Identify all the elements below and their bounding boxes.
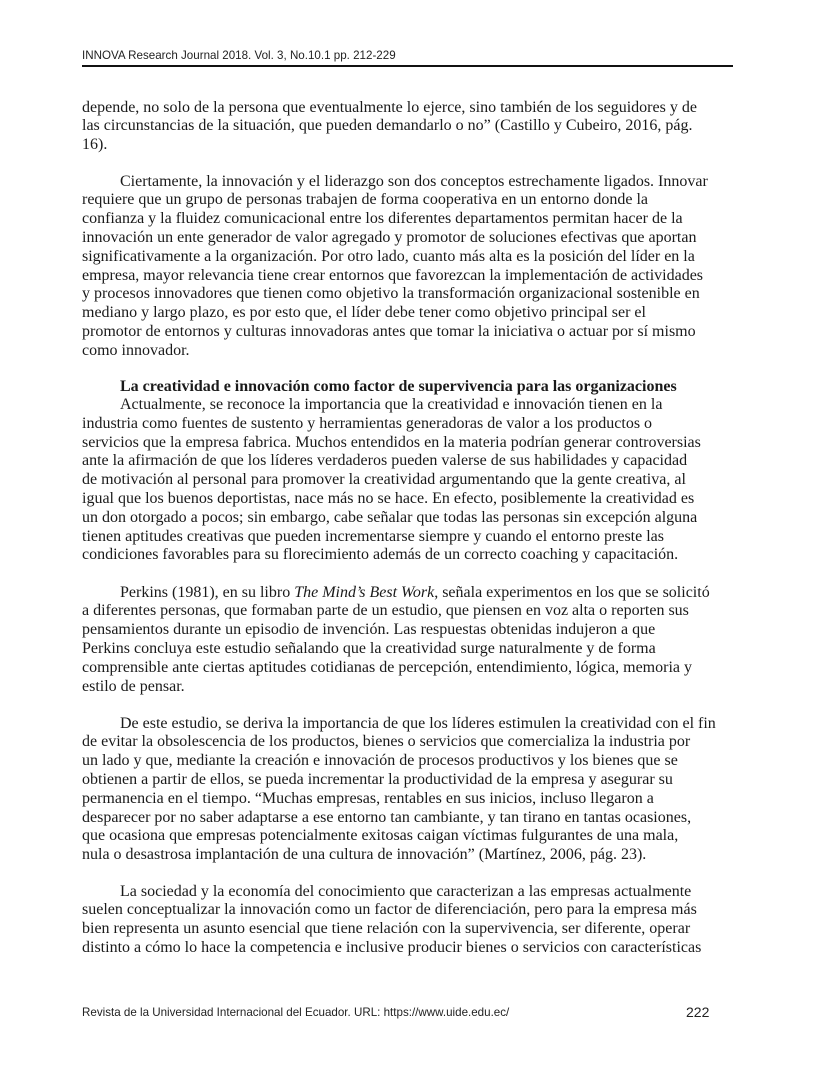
- text-line: depende, no solo de la persona que eventualmente lo ejerce, sino también de los seguidores y de: [82, 98, 697, 116]
- paragraph: [82, 173, 742, 361]
- section-heading: La creatividad e innovación como factor de supervivencia para las organizaciones: [120, 377, 677, 395]
- header-rule: [82, 65, 733, 67]
- text-line: ante la afirmación de que los líderes verdaderos pueden valerse de sus habilidades y capacidad: [82, 452, 688, 470]
- text-line: a diferentes personas, que formaban parte de un estudio, que piensen en voz alta o reporten sus: [82, 602, 689, 620]
- book-title: The Mind’s Best Work: [294, 583, 435, 601]
- text-segment: , señala experimentos en los que se solicitó: [434, 583, 710, 601]
- text-line: igual que los buenos deportistas, nace más no se hace. En efecto, posiblemente la creatividad es: [82, 489, 695, 507]
- paragraph: [82, 715, 742, 865]
- text-line: un lado y que, mediante la creación e innovación de procesos productivos y los bienes que se: [82, 752, 678, 770]
- text-line: requiere que un grupo de personas trabajen de forma cooperativa en un entorno donde la: [82, 191, 648, 209]
- text-line: condiciones favorables para su florecimiento además de un correcto coaching y capacitación.: [82, 546, 679, 564]
- text-line: Ciertamente, la innovación y el liderazgo son dos conceptos estrechamente ligados. Innovar: [120, 172, 708, 190]
- text-line: de motivación al personal para promover la creatividad argumentando que la gente creativa, al: [82, 471, 686, 489]
- text-line: desparecer por no saber adaptarse a ese entorno tan cambiante, y tan tirano en tantas ocasiones,: [82, 808, 692, 826]
- text-line: como innovador.: [82, 341, 190, 359]
- text-line: De este estudio, se deriva la importancia de que los líderes estimulen la creatividad con el fin: [120, 714, 716, 732]
- text-line: distinto a cómo lo hace la competencia e inclusive producir bienes o servicios con características: [82, 938, 702, 956]
- text-line: 16).: [82, 136, 108, 154]
- running-header: INNOVA Research Journal 2018. Vol. 3, No.10.1 pp. 212-229: [82, 49, 396, 62]
- text-line: confianza y la fluidez comunicacional entre los diferentes departamentos permitan hacer de la: [82, 210, 683, 228]
- paragraph: [82, 883, 742, 958]
- text-line: que ocasiona que empresas potencialmente exitosas caigan víctimas fulgurantes de una mala,: [82, 827, 679, 845]
- text-line: pensamientos durante un episodio de invención. Las respuestas obtenidas indujeron a que: [82, 621, 656, 639]
- text-line: y procesos innovadores que tienen como objetivo la transformación organizacional sostenible en: [82, 285, 700, 303]
- text-line: innovación un ente generador de valor agregado y promotor de soluciones efectivas que aportan: [82, 228, 697, 246]
- text-line: promotor de entornos y culturas innovadoras antes que tomar la iniciativa o actuar por sí mismo: [82, 322, 696, 340]
- paragraph: [82, 584, 742, 697]
- page-number: 222: [686, 1004, 710, 1020]
- text-line: Actualmente, se reconoce la importancia que la creatividad e innovación tienen en la: [120, 396, 663, 413]
- text-line: Perkins concluya este estudio señalando que la creatividad surge naturalmente y de forma: [82, 639, 656, 657]
- footer-text: Revista de la Universidad Internacional del Ecuador. URL: https://www.uide.edu.ec/: [82, 1006, 510, 1019]
- text-segment: Perkins (1981), en su libro: [120, 583, 295, 601]
- text-line: servicios que la empresa fabrica. Muchos entendidos en la materia podrían generar controversias: [82, 433, 701, 451]
- text-line: [82, 584, 742, 603]
- text-line: industria como fuentes de sustento y herramientas generadoras de valor a los productos o: [82, 414, 653, 432]
- text-line: comprensible ante ciertas aptitudes cotidianas de percepción, entendimiento, lógica, memoria y: [82, 658, 692, 676]
- text-line: bien representa un asunto esencial que tiene relación con la supervivencia, ser diferente, operar: [82, 920, 691, 938]
- text-line: de evitar la obsolescencia de los productos, bienes o servicios que comercializa la industria por: [82, 733, 691, 751]
- text-line: obtienen a partir de ellos, se pueda incrementar la productividad de la empresa y asegurar su: [82, 770, 673, 788]
- text-line: La sociedad y la economía del conocimiento que caracterizan a las empresas actualmente: [120, 882, 692, 900]
- text-line: suelen conceptualizar la innovación como un factor de diferenciación, pero para la empresa más: [82, 901, 697, 919]
- text-line: estilo de pensar.: [82, 677, 185, 695]
- text-line: las circunstancias de la situación, que pueden demandarlo o no” (Castillo y Cubeiro, 2016, pág.: [82, 117, 693, 135]
- text-line: nula o desastrosa implantación de una cultura de innovación” (Martínez, 2006, pág. 23).: [82, 846, 647, 864]
- text-line: significativamente a la organización. Por otro lado, cuanto más alta es la posición del líder en la: [82, 247, 695, 265]
- text-line: permanencia en el tiempo. “Muchas empresas, rentables en sus inicios, incluso llegaron a: [82, 789, 654, 807]
- text-line: un don otorgado a pocos; sin embargo, cabe señalar que todas las personas sin excepción alguna: [82, 508, 698, 526]
- text-line: tienen aptitudes creativas que pueden incrementarse siempre y cuando el entorno preste las: [82, 527, 664, 545]
- text-line: mediano y largo plazo, es por esto que, el líder debe tener como objetivo principal ser el: [82, 304, 646, 322]
- paragraph: [82, 99, 742, 155]
- paragraph: [82, 396, 742, 565]
- text-line: empresa, mayor relevancia tiene crear entornos que favorezcan la implementación de actividades: [82, 266, 704, 284]
